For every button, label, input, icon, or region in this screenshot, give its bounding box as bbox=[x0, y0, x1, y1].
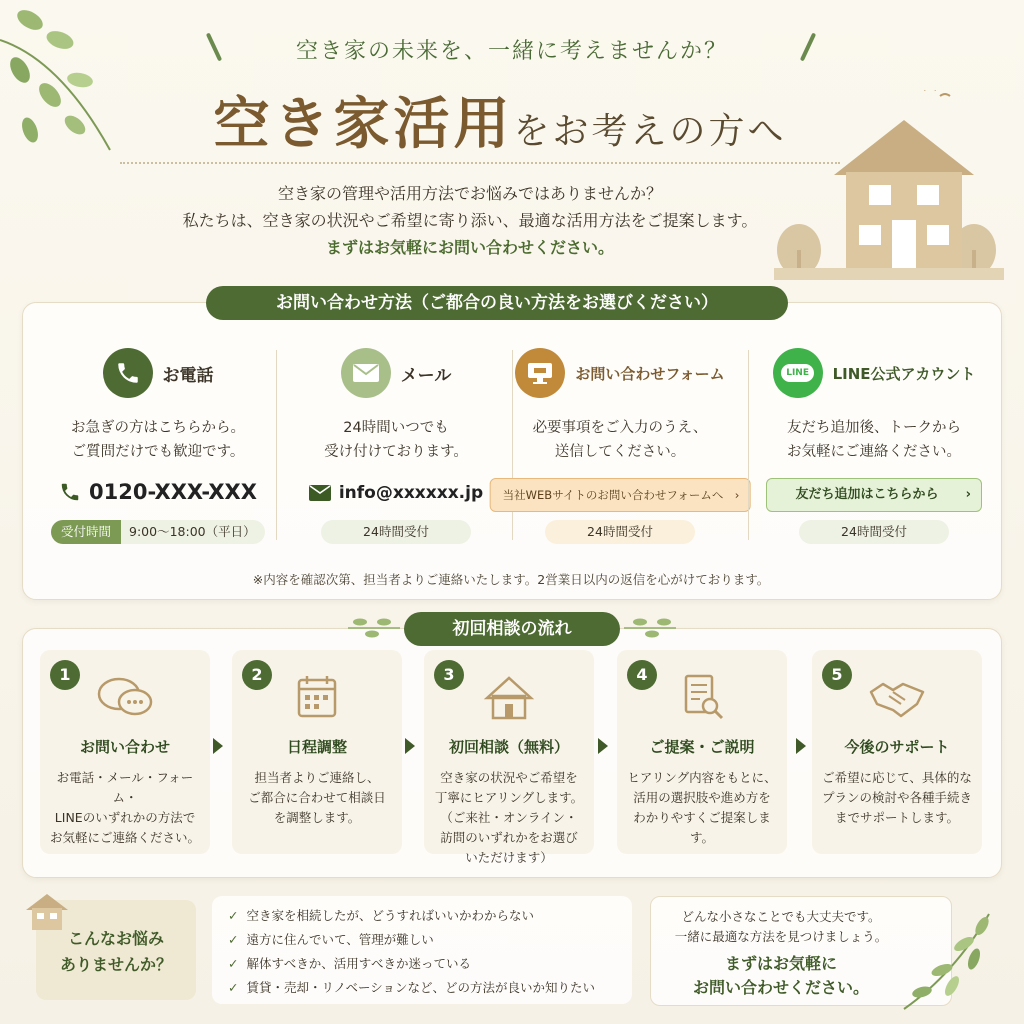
contact-form bbox=[500, 330, 740, 560]
calendar-icon bbox=[287, 674, 347, 722]
hours-value: 9:00〜18:00（平日） bbox=[129, 524, 256, 539]
check-icon: ✓ bbox=[228, 979, 239, 995]
leaf-ornament-right bbox=[622, 614, 678, 640]
computer-icon bbox=[515, 348, 565, 398]
mail-badge: 24時間受付 bbox=[321, 520, 471, 544]
contact-section-title: お問い合わせ方法（ご都合の良い方法をお選びください） bbox=[206, 286, 788, 320]
document-search-icon bbox=[672, 674, 732, 722]
phone-number-link[interactable] bbox=[38, 480, 278, 504]
flow-step bbox=[812, 650, 982, 854]
arrow-right-icon bbox=[796, 738, 806, 754]
step-number: 1 bbox=[50, 660, 80, 690]
house-illustration bbox=[774, 90, 1004, 280]
phone-desc-2: ご質問だけでも歓迎です。 bbox=[71, 444, 245, 460]
line-title: LINE公式アカウント bbox=[832, 364, 976, 383]
form-desc-1: 必要事項をご入力のうえ、 bbox=[532, 420, 708, 436]
step-desc-line: 活用の選択肢や進め方を bbox=[633, 790, 771, 805]
step-desc-line: LINEのいずれかの方法で bbox=[54, 810, 196, 825]
chevron-right-icon: › bbox=[965, 487, 971, 502]
step-desc-line: ヒアリング内容をもとに、 bbox=[627, 770, 777, 785]
line-desc-1: 友だち追加後、トークから bbox=[787, 420, 961, 436]
step-desc-line: プランの検討や各種手続き bbox=[821, 790, 972, 805]
worry-label-box bbox=[36, 900, 196, 1000]
leaves-decoration bbox=[0, 0, 130, 170]
list-item: ✓ 遠方に住んでいて、管理が難しい bbox=[228, 931, 434, 947]
handshake-icon bbox=[867, 674, 927, 722]
step-title: 日程調整 bbox=[286, 738, 347, 756]
arrow-right-icon bbox=[405, 738, 415, 754]
step-title: ご提案・ご説明 bbox=[649, 738, 755, 756]
step-desc-line: 訪問のいずれかをお選び bbox=[440, 830, 578, 845]
page-subtitle: 空き家の未来を、一緒に考えませんか？ bbox=[295, 39, 728, 64]
line-desc-2: お気軽にご連絡ください。 bbox=[787, 444, 961, 460]
flow-step bbox=[232, 650, 402, 854]
mail-desc-2: 受け付けております。 bbox=[324, 444, 468, 460]
step-desc-line: ご都合に合わせて相談日 bbox=[248, 790, 386, 805]
chat-bubble-icon bbox=[95, 674, 155, 722]
step-desc-line: 空き家の状況やご希望を bbox=[440, 770, 578, 785]
flow-step bbox=[40, 650, 210, 854]
step-desc-line: を調整します。 bbox=[273, 810, 361, 825]
phone-small-icon bbox=[59, 481, 81, 503]
worry-checklist bbox=[212, 896, 632, 1004]
check-icon: ✓ bbox=[228, 931, 239, 947]
check-icon: ✓ bbox=[228, 907, 239, 923]
list-item: ✓ 解体すべきか、活用すべきか迷っている bbox=[228, 955, 471, 971]
flow-step bbox=[424, 650, 594, 865]
step-desc-line: ご希望に応じて、具体的な bbox=[822, 770, 972, 785]
chevron-right-icon: › bbox=[734, 488, 740, 502]
line-badge: 24時間受付 bbox=[799, 520, 949, 544]
closing-line-1: どんな小さなことでも大丈夫です。 bbox=[681, 909, 881, 924]
worry-label-1: こんなお悩み bbox=[67, 929, 164, 948]
step-desc-line: いただけます） bbox=[465, 850, 553, 865]
form-badge: 24時間受付 bbox=[545, 520, 695, 544]
step-desc-line: わかりやすくご提案します。 bbox=[633, 810, 771, 845]
line-button-label: 友だち追加はこちらから bbox=[795, 487, 939, 502]
check-icon: ✓ bbox=[228, 955, 239, 971]
intro-line-1: 空き家の管理や活用方法でお悩みではありませんか？ bbox=[277, 184, 662, 203]
list-item: ✓ 賃貸・売却・リノベーションなど、どの方法が良いか知りたい bbox=[228, 979, 595, 995]
closing-cta-2: お問い合わせください。 bbox=[692, 978, 869, 997]
phone-title: お電話 bbox=[162, 365, 214, 386]
closing-cta-1: まずはお気軽に bbox=[724, 954, 837, 973]
form-title: お問い合わせフォーム bbox=[575, 364, 725, 383]
intro-line-3: まずはお気軽にお問い合わせください。 bbox=[325, 238, 614, 257]
flow-step bbox=[617, 650, 787, 854]
contact-note: ※内容を確認次第、担当者よりご連絡いたします。2営業日以内の返信を心がけております。 bbox=[252, 572, 770, 587]
intro-line-2: 私たちは、空き家の状況やご希望に寄り添い、最適な活用方法をご提案します。 bbox=[182, 211, 758, 230]
step-desc-line: お気軽にご連絡ください。 bbox=[49, 830, 200, 845]
step-desc-line: までサポートします。 bbox=[834, 810, 959, 825]
form-desc-2: 送信してください。 bbox=[554, 444, 686, 460]
flow-section-title: 初回相談の流れ bbox=[404, 612, 620, 646]
closing-line-2: 一緒に最適な方法を見つけましょう。 bbox=[674, 929, 888, 944]
contact-phone bbox=[38, 330, 278, 560]
arrow-right-icon bbox=[213, 738, 223, 754]
mail-desc-1: 24時間いつでも bbox=[343, 420, 449, 436]
form-button-label: 当社WEBサイトのお問い合わせフォームへ bbox=[502, 488, 724, 502]
step-desc-line: （ご来社・オンライン・ bbox=[440, 810, 578, 825]
mail-title: メール bbox=[400, 365, 452, 386]
mail-icon bbox=[341, 348, 391, 398]
page-title bbox=[120, 80, 880, 160]
step-number: 4 bbox=[627, 660, 657, 690]
worry-label-2: ありませんか？ bbox=[59, 955, 172, 974]
step-title: お問い合わせ bbox=[79, 738, 170, 756]
house-icon bbox=[479, 674, 539, 722]
phone-desc-1: お急ぎの方はこちらから。 bbox=[71, 420, 245, 436]
step-title: 今後のサポート bbox=[844, 738, 950, 756]
step-number: 5 bbox=[822, 660, 852, 690]
divider bbox=[120, 162, 840, 164]
hours-label: 受付時間 bbox=[51, 520, 121, 544]
step-desc-line: 担当者よりご連絡し、 bbox=[254, 770, 380, 785]
leaf-ornament-left bbox=[346, 614, 402, 640]
list-item: ✓ 空き家を相続したが、どうすればいいかわからない bbox=[228, 907, 534, 923]
step-desc-line: 丁寧にヒアリングします。 bbox=[434, 790, 584, 805]
line-icon-text: LINE bbox=[781, 364, 814, 382]
leaves-decoration bbox=[894, 904, 1004, 1014]
title-rest: をお考えの方へ bbox=[513, 111, 787, 152]
line-add-friend-button[interactable] bbox=[766, 478, 982, 512]
arrow-right-icon bbox=[598, 738, 608, 754]
column-divider bbox=[748, 350, 749, 540]
phone-number: 0120-XXX-XXX bbox=[89, 480, 257, 504]
phone-hours bbox=[51, 520, 265, 544]
contact-line bbox=[754, 330, 994, 560]
contact-mail bbox=[276, 330, 516, 560]
mail-address-link[interactable] bbox=[276, 483, 516, 503]
form-link-button[interactable] bbox=[490, 478, 751, 512]
step-number: 2 bbox=[242, 660, 272, 690]
line-icon bbox=[773, 348, 823, 398]
title-main: 空き家活用 bbox=[213, 91, 514, 157]
phone-icon bbox=[103, 348, 153, 398]
envelope-icon bbox=[309, 485, 331, 501]
mail-address: info@xxxxxx.jp bbox=[338, 483, 484, 503]
step-title: 初回相談（無料） bbox=[448, 738, 569, 756]
step-number: 3 bbox=[434, 660, 464, 690]
step-desc-line: お電話・メール・フォーム・ bbox=[56, 770, 194, 805]
